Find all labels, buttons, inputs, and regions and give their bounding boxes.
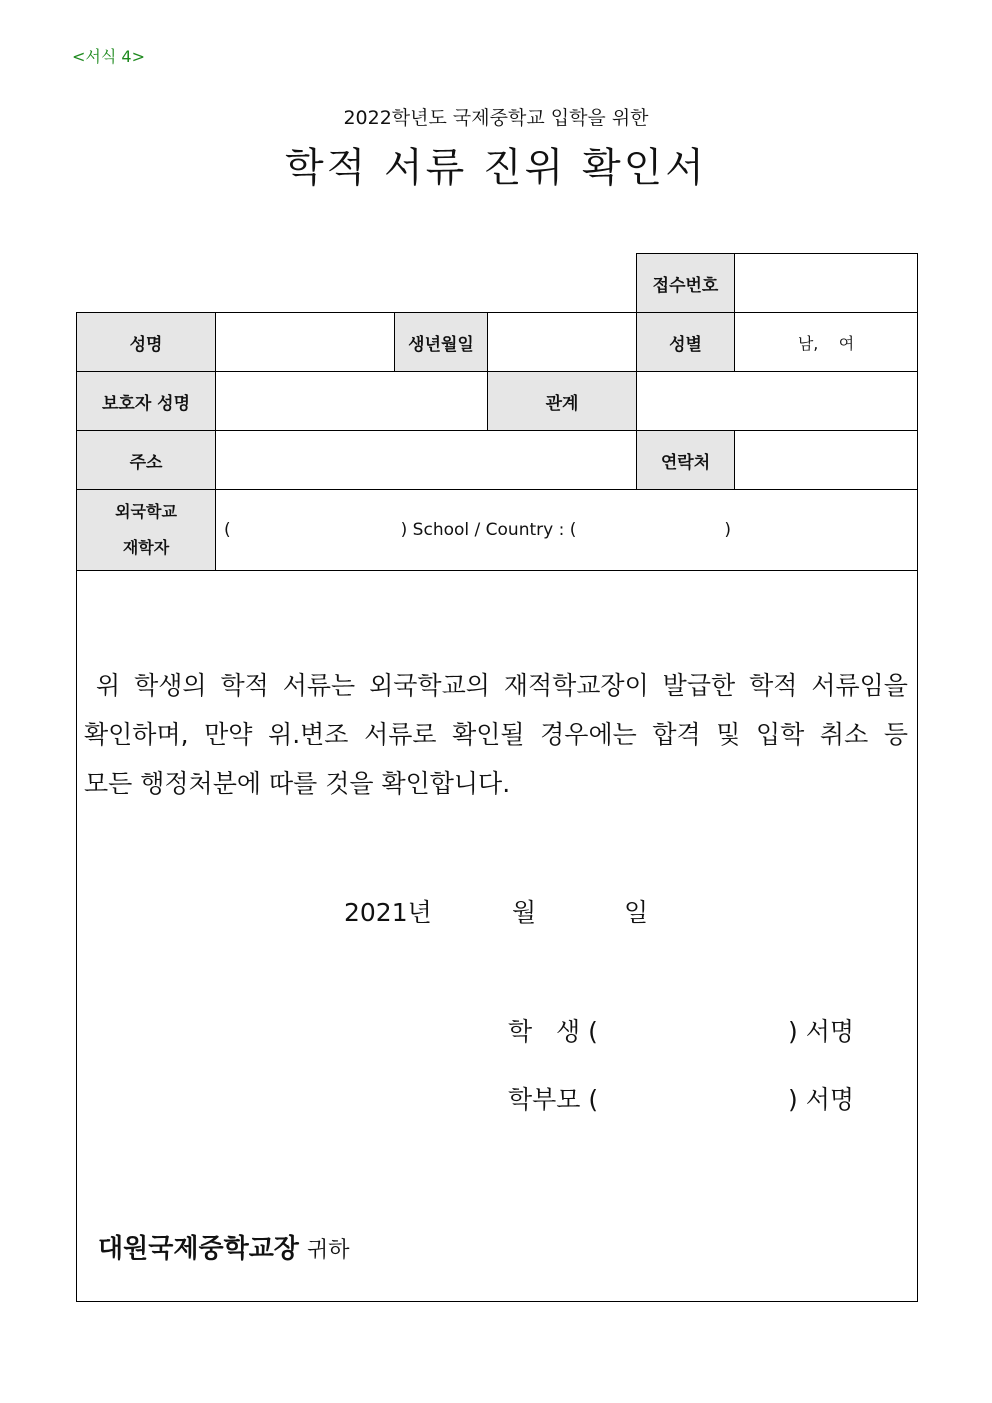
statement-word: 학적 bbox=[220, 671, 269, 700]
relation-field[interactable] bbox=[636, 371, 918, 431]
addressee bbox=[98, 1228, 349, 1265]
receipt-number-label: 접수번호 bbox=[636, 253, 735, 313]
foreign-school-label bbox=[76, 489, 216, 571]
contact-label: 연락처 bbox=[636, 430, 735, 490]
parent-signature-suffix: ) 서명 bbox=[788, 1085, 855, 1114]
statement-word: 서류는 bbox=[282, 671, 356, 700]
statement-word: 경우에는 bbox=[540, 720, 637, 749]
addressee-name: 대원국제중학교장 bbox=[98, 1234, 299, 1264]
address-field[interactable] bbox=[215, 430, 637, 490]
contact-field[interactable] bbox=[734, 430, 918, 490]
address-label: 주소 bbox=[76, 430, 216, 490]
statement-word: 재적학교장이 bbox=[503, 671, 649, 700]
receipt-number-field[interactable] bbox=[734, 253, 918, 313]
school-close-paren: ) bbox=[724, 520, 731, 540]
guardian-name-field[interactable] bbox=[215, 371, 488, 431]
birthdate-label: 생년월일 bbox=[394, 312, 488, 372]
document-subtitle: 2022학년도 국제중학교 입학을 위한 bbox=[343, 107, 649, 129]
statement-word: 서류로 bbox=[364, 720, 437, 749]
statement-word: 서류임을 bbox=[811, 671, 908, 700]
statement-word: 발급한 bbox=[662, 671, 736, 700]
statement-word: 확인하며, bbox=[84, 720, 189, 749]
parent-signature-label: 학부모 ( bbox=[508, 1085, 599, 1114]
statement-word: 위.변조 bbox=[268, 720, 349, 749]
foreign-school-label-line2: 재학자 bbox=[122, 538, 170, 557]
statement-word: 등 bbox=[883, 720, 908, 749]
statement-word: 및 bbox=[716, 720, 741, 749]
date-day: 일 bbox=[624, 898, 649, 927]
statement-word: 위 bbox=[96, 671, 121, 700]
statement-line-2 bbox=[84, 715, 908, 751]
date-month: 월 bbox=[512, 898, 537, 927]
statement-word: 취소 bbox=[819, 720, 869, 749]
gender-field[interactable]: 남, 여 bbox=[734, 312, 918, 372]
document-title: 학적 서류 진위 확인서 bbox=[285, 145, 707, 191]
birthdate-field[interactable] bbox=[487, 312, 637, 372]
statement-word: 확인될 bbox=[452, 720, 525, 749]
statement-word: 입학 bbox=[756, 720, 805, 749]
foreign-school-label-line1: 외국학교 bbox=[115, 502, 177, 521]
date-year: 2021년 bbox=[344, 898, 432, 927]
guardian-name-label: 보호자 성명 bbox=[76, 371, 216, 431]
name-label: 성명 bbox=[76, 312, 216, 372]
statement-word: 합격 bbox=[652, 720, 701, 749]
school-open-paren: ( bbox=[224, 520, 231, 540]
student-signature-label: 학 생 ( bbox=[508, 1017, 598, 1046]
student-signature-suffix: ) 서명 bbox=[788, 1017, 855, 1046]
statement-line-3: 모든 행정처분에 따를 것을 확인합니다. bbox=[84, 769, 511, 798]
statement-word: 외국학교의 bbox=[369, 671, 490, 700]
statement-word: 만약 bbox=[204, 720, 253, 749]
statement-word: 학생의 bbox=[134, 671, 207, 700]
relation-label: 관계 bbox=[487, 371, 637, 431]
foreign-school-field[interactable] bbox=[215, 489, 918, 571]
school-country-text: ) School / Country : ( bbox=[400, 520, 577, 540]
statement-word: 학적 bbox=[749, 671, 798, 700]
form-number: <서식 4> bbox=[72, 47, 145, 66]
gender-label: 성별 bbox=[636, 312, 735, 372]
addressee-suffix: 귀하 bbox=[306, 1238, 350, 1263]
name-field[interactable] bbox=[215, 312, 395, 372]
statement-line-1 bbox=[84, 666, 908, 702]
